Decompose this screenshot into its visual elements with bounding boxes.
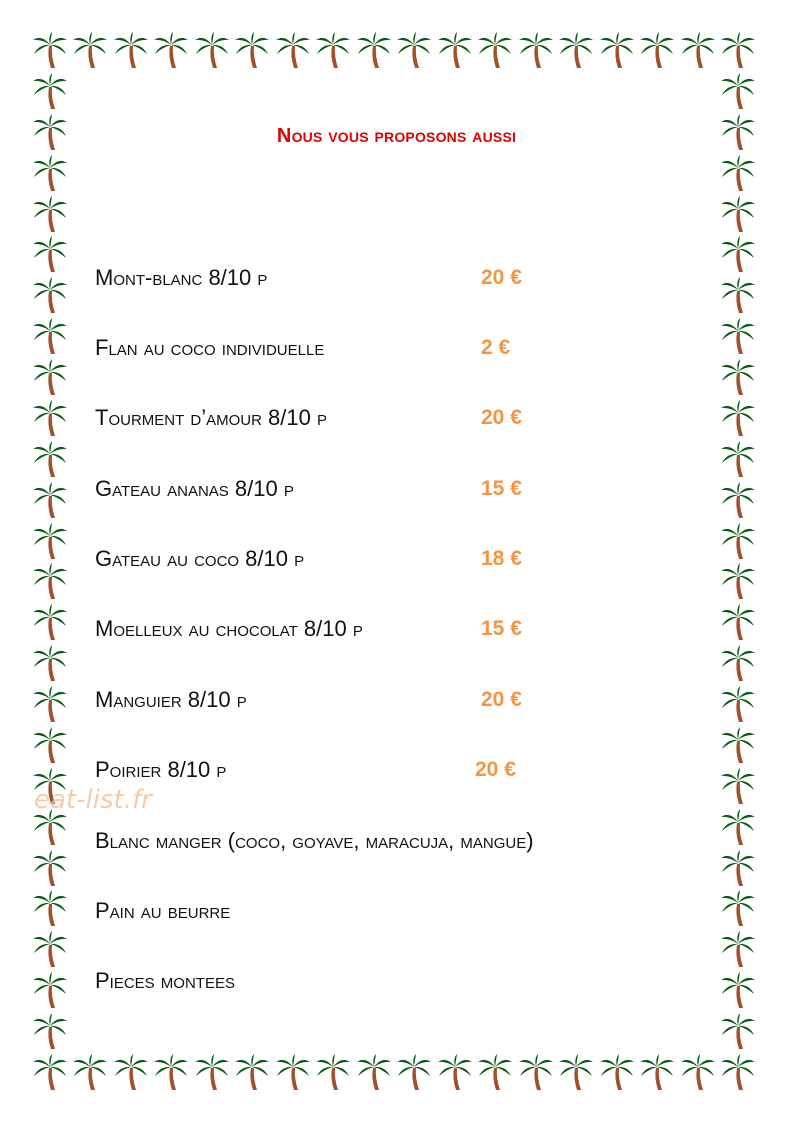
palm-tree-icon xyxy=(30,970,70,1010)
palm-tree-icon xyxy=(30,194,70,234)
palm-tree-icon xyxy=(718,888,758,928)
menu-item-name: Mont-blanc 8/10 p xyxy=(95,265,268,290)
palm-tree-icon xyxy=(30,725,70,765)
menu-item-name: Blanc manger (coco, goyave, maracuja, mangue) xyxy=(95,828,534,853)
palm-tree-icon xyxy=(394,1052,434,1092)
palm-tree-icon xyxy=(30,684,70,724)
palm-tree-icon xyxy=(678,1052,718,1092)
page-title: Nous vous proposons aussi xyxy=(276,125,517,147)
menu-item-name: Moelleux au chocolat 8/10 p xyxy=(95,616,363,641)
menu-item-name: Poirier 8/10 p xyxy=(95,757,227,782)
palm-tree-icon xyxy=(30,398,70,438)
palm-tree-icon xyxy=(394,30,434,70)
palm-tree-icon xyxy=(718,929,758,969)
palm-tree-icon xyxy=(556,1052,596,1092)
palm-tree-icon xyxy=(273,1052,313,1092)
palm-tree-icon xyxy=(30,929,70,969)
palm-tree-icon xyxy=(516,30,556,70)
menu-item-price: 20 € xyxy=(475,758,516,781)
palm-tree-icon xyxy=(30,439,70,479)
palm-tree-icon xyxy=(475,1052,515,1092)
palm-tree-icon xyxy=(718,234,758,274)
palm-tree-icon xyxy=(30,30,70,70)
palm-tree-icon xyxy=(718,807,758,847)
palm-tree-icon xyxy=(70,30,110,70)
palm-tree-icon xyxy=(718,275,758,315)
watermark: eat-list.fr xyxy=(34,785,152,815)
palm-tree-icon xyxy=(435,1052,475,1092)
palm-tree-icon xyxy=(718,1052,758,1092)
palm-tree-icon xyxy=(30,888,70,928)
palm-tree-icon xyxy=(718,725,758,765)
palm-tree-icon xyxy=(30,643,70,683)
palm-tree-icon xyxy=(30,316,70,356)
menu-item-name: Gateau au coco 8/10 p xyxy=(95,546,305,571)
palm-tree-icon xyxy=(192,1052,232,1092)
menu-item-name: Manguier 8/10 p xyxy=(95,687,247,712)
palm-tree-icon xyxy=(354,30,394,70)
palm-tree-icon xyxy=(111,1052,151,1092)
palm-tree-icon xyxy=(718,602,758,642)
palm-tree-icon xyxy=(354,1052,394,1092)
palm-tree-icon xyxy=(597,1052,637,1092)
palm-tree-icon xyxy=(30,602,70,642)
palm-tree-icon xyxy=(718,684,758,724)
palm-tree-icon xyxy=(111,30,151,70)
palm-tree-icon xyxy=(30,153,70,193)
palm-tree-icon xyxy=(30,71,70,111)
palm-tree-icon xyxy=(30,357,70,397)
palm-tree-icon xyxy=(718,521,758,561)
palm-tree-icon xyxy=(151,30,191,70)
menu-item-price: 20 € xyxy=(481,688,522,711)
menu-item-price: 20 € xyxy=(481,266,522,289)
menu-item-name: Tourment d’amour 8/10 p xyxy=(95,405,327,430)
palm-tree-icon xyxy=(718,643,758,683)
palm-tree-icon xyxy=(30,480,70,520)
palm-tree-icon xyxy=(556,30,596,70)
palm-tree-icon xyxy=(718,71,758,111)
palm-tree-icon xyxy=(637,1052,677,1092)
palm-tree-icon xyxy=(718,194,758,234)
palm-tree-icon xyxy=(516,1052,556,1092)
palm-tree-icon xyxy=(678,30,718,70)
palm-tree-icon xyxy=(718,1011,758,1051)
palm-tree-icon xyxy=(30,234,70,274)
palm-tree-icon xyxy=(151,1052,191,1092)
palm-tree-icon xyxy=(718,970,758,1010)
palm-tree-icon xyxy=(718,848,758,888)
palm-tree-icon xyxy=(718,357,758,397)
menu-item-price: 15 € xyxy=(481,617,522,640)
menu-item-price: 15 € xyxy=(481,477,522,500)
menu-item-price: 18 € xyxy=(481,547,522,570)
palm-tree-icon xyxy=(70,1052,110,1092)
palm-tree-icon xyxy=(637,30,677,70)
palm-tree-icon xyxy=(597,30,637,70)
palm-tree-icon xyxy=(718,439,758,479)
menu-item-name: Flan au coco individuelle xyxy=(95,335,325,360)
palm-tree-icon xyxy=(232,30,272,70)
palm-tree-icon xyxy=(718,30,758,70)
menu-item-name: Pain au beurre xyxy=(95,898,231,923)
menu-item-price: 2 € xyxy=(481,336,511,359)
palm-tree-icon xyxy=(718,561,758,601)
palm-tree-icon xyxy=(313,30,353,70)
palm-tree-icon xyxy=(718,153,758,193)
palm-tree-icon xyxy=(475,30,515,70)
palm-tree-icon xyxy=(273,30,313,70)
palm-tree-icon xyxy=(30,561,70,601)
menu-item-price: 20 € xyxy=(481,406,522,429)
menu-item-name: Gateau ananas 8/10 p xyxy=(95,476,294,501)
palm-tree-icon xyxy=(232,1052,272,1092)
palm-tree-icon xyxy=(718,316,758,356)
palm-tree-icon xyxy=(30,1011,70,1051)
palm-tree-icon xyxy=(30,1052,70,1092)
palm-tree-icon xyxy=(30,521,70,561)
palm-tree-icon xyxy=(313,1052,353,1092)
palm-tree-icon xyxy=(718,766,758,806)
palm-tree-icon xyxy=(718,480,758,520)
palm-tree-icon xyxy=(30,275,70,315)
palm-tree-icon xyxy=(435,30,475,70)
menu-item-name: Pieces montees xyxy=(95,968,235,993)
palm-tree-icon xyxy=(192,30,232,70)
palm-tree-icon xyxy=(30,848,70,888)
palm-tree-icon xyxy=(718,398,758,438)
